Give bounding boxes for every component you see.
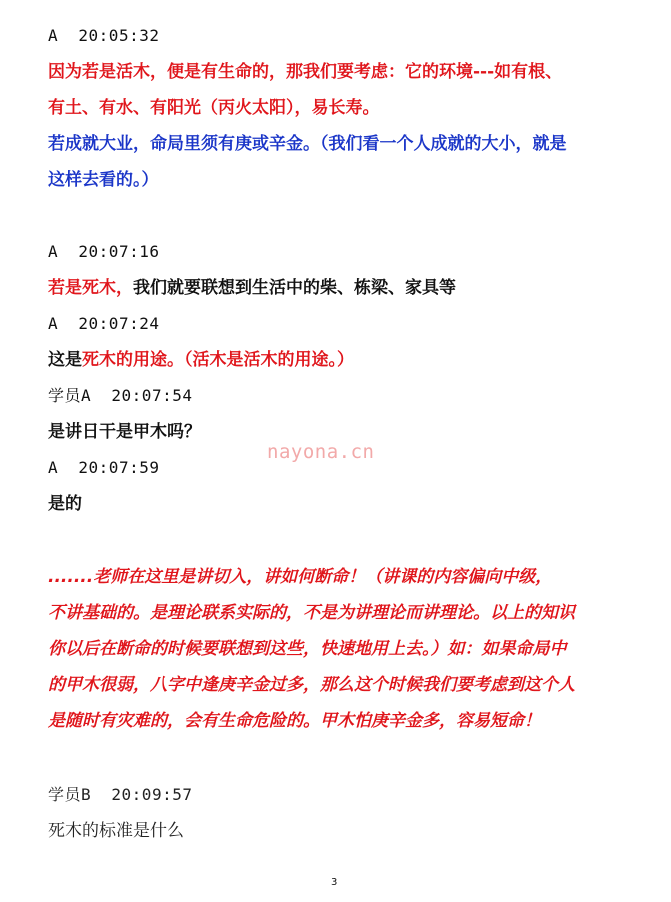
timestamp: 20:09:57 — [111, 785, 193, 804]
timestamp: 20:07:59 — [78, 458, 160, 477]
speaker: A — [48, 26, 59, 45]
speaker-line — [48, 25, 159, 47]
speaker: A — [48, 242, 59, 261]
speaker: A — [48, 458, 59, 477]
timestamp: 20:07:24 — [78, 314, 160, 333]
speaker-line — [48, 457, 159, 479]
text-line: 是随时有灾难的，会有生命危险的。甲木怕庚辛金多，容易短命！ — [48, 711, 541, 731]
speaker-line — [48, 784, 192, 806]
text-line: 若成就大业，命局里须有庚或辛金。（我们看一个人成就的大小，就是 — [48, 134, 567, 154]
text-line — [48, 277, 456, 299]
highlight-text: 若是死木， — [48, 278, 133, 298]
text-line — [48, 349, 354, 371]
speaker: 学员B — [48, 785, 92, 804]
text-line: 因为若是活木，便是有生命的，那我们要考虑：它的环境---如有根、 — [48, 62, 563, 82]
plain-text: 我们就要联想到生活中的柴、栋梁、家具等 — [133, 278, 456, 298]
text-line: 不讲基础的。是理论联系实际的，不是为讲理论而讲理论。以上的知识 — [48, 603, 575, 623]
plain-text: 这是 — [48, 350, 82, 370]
text-line: 是讲日干是甲木吗？ — [48, 422, 201, 442]
timestamp: 20:07:16 — [78, 242, 160, 261]
text-line: .......老师在这里是讲切入，讲如何断命！（讲课的内容偏向中级， — [48, 567, 553, 587]
timestamp: 20:05:32 — [78, 26, 160, 45]
timestamp: 20:07:54 — [111, 386, 193, 405]
speaker: A — [48, 314, 59, 333]
text-line: 是的 — [48, 494, 82, 514]
text-line: 的甲木很弱，八字中逢庚辛金过多，那么这个时候我们要考虑到这个人 — [48, 675, 575, 695]
speaker-line — [48, 313, 159, 335]
speaker: 学员A — [48, 386, 92, 405]
speaker-line — [48, 241, 159, 263]
text-line: 你以后在断命的时候要联想到这些，快速地用上去。）如：如果命局中 — [48, 639, 567, 659]
speaker-line — [48, 385, 192, 407]
page-number: 3 — [331, 877, 338, 888]
text-line: 死木的标准是什么 — [48, 821, 184, 841]
highlight-text: 死木的用途。（活木是活木的用途。） — [82, 350, 354, 370]
text-line: 有土、有水、有阳光（丙火太阳），易长寿。 — [48, 98, 380, 118]
watermark: nayona.cn — [267, 441, 375, 463]
text-line: 这样去看的。） — [48, 170, 159, 190]
